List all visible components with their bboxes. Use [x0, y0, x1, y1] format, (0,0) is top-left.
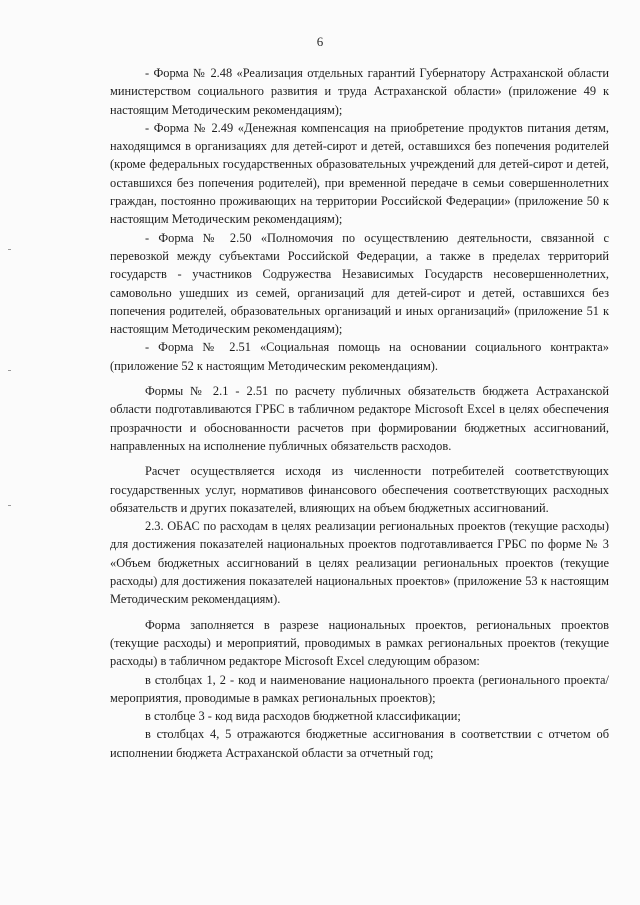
- paragraph-calculation-basis: Расчет осуществляется исходя из численности потребителей соответствующих государственных услуг, нормативов финансового обеспечения соответствующих расходных обязательств и других показателей, влияющих на объем бюджетных ассигнований.: [110, 464, 609, 515]
- paragraph-form-2-48: - Форма № 2.48 «Реализация отдельных гарантий Губернатору Астраханской области министерством социального развития и труда Астраханской области» (приложение 49 к настоящим Методическим рекомендациям);: [110, 66, 609, 117]
- paragraph-section-2-3: 2.3. ОБАС по расходам в целях реализации региональных проектов (текущие расходы) для достижения показателей национальных проектов подготавливается ГРБС по форме № 3 «Объем бюджетных ассигнований в целях реализации региональных проектов (текущие расходы) для достижения показателей национальных проектов» (приложение 53 к настоящим Методическим рекомендациям).: [110, 519, 609, 607]
- paragraph-form-2-49: - Форма № 2.49 «Денежная компенсация на приобретение продуктов питания детям, находящимся в организациях для детей-сирот и детей, оставшихся без попечения родителей (кроме федеральных государственных образовательных учреждений для детей-сирот и детей, оставшихся без попечения родителей), при временной передаче в семьи совершеннолетних граждан, постоянно проживающих на территории Российской Федерации» (приложение 50 к настоящим Методическим рекомендациям);: [110, 120, 609, 227]
- paragraph-columns-1-2: в столбцах 1, 2 - код и наименование национального проекта (регионального проекта/ мероприятия, проводимые в рамках региональных проектов);: [110, 672, 609, 705]
- scan-margin-mark: [8, 505, 11, 506]
- scan-margin-mark: [8, 249, 11, 250]
- document-body: [110, 64, 609, 762]
- paragraph-form-2-50: - Форма № 2.50 «Полномочия по осуществлению деятельности, связанной с перевозкой между субъектами Российской Федерации, а также в пределах территорий государств - участников Содружества Независимых Государств несовершеннолетних, самовольно ушедших из семей, организаций для детей-сирот и детей, оставшихся без попечения родителей, образовательных организаций и иных организаций» (приложение 51 к настоящим Методическим рекомендациям);: [110, 230, 609, 337]
- paragraph-column-3: в столбце 3 - код вида расходов бюджетной классификации;: [145, 709, 461, 724]
- paragraph-forms-preparation: Формы № 2.1 - 2.51 по расчету публичных обязательств бюджета Астраханской области подготавливаются ГРБС в табличном редакторе Microsoft Excel в целях обеспечения прозрачности и обоснованности расчетов при формировании бюджетных ассигнований, направленных на исполнение публичных обязательств расходов.: [110, 384, 609, 453]
- paragraph-form-filling: Форма заполняется в разрезе национальных проектов, региональных проектов (текущие расходы) и мероприятий, проводимых в рамках региональных проектов (текущие расходы) в табличном редакторе Microsoft Excel следующим образом:: [110, 617, 609, 669]
- page-number: 6: [316, 34, 324, 49]
- paragraph-columns-4-5: в столбцах 4, 5 отражаются бюджетные ассигнования в соответствии с отчетом об исполнении бюджета Астраханской области за отчетный год;: [110, 727, 609, 760]
- paragraph-form-2-51: - Форма № 2.51 «Социальная помощь на основании социального контракта» (приложение 52 к настоящим Методическим рекомендациям).: [110, 340, 609, 373]
- scan-margin-mark: [8, 370, 11, 371]
